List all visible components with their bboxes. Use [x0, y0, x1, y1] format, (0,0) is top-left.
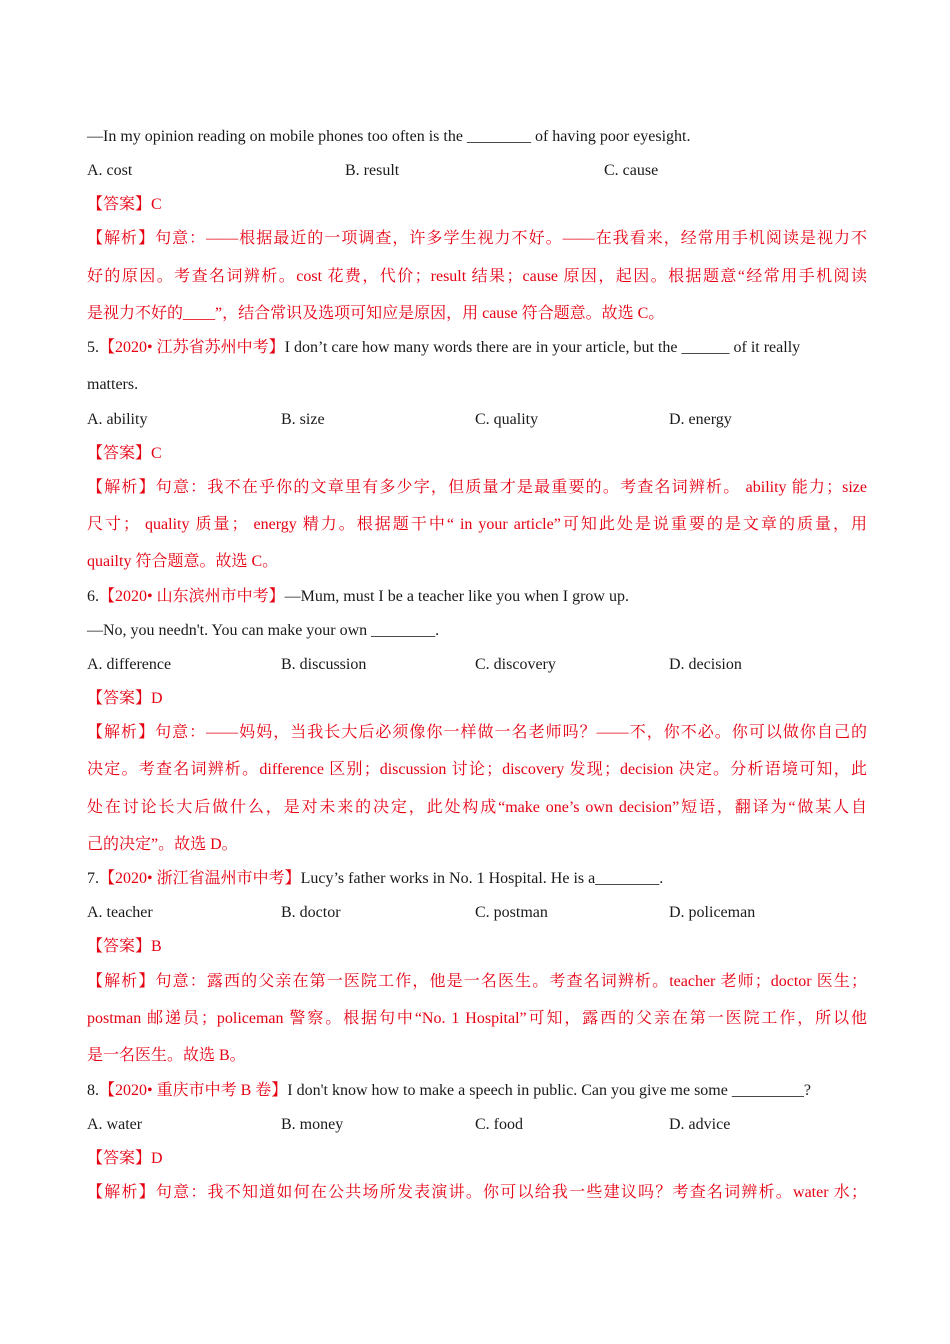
q6-option-c: C. discovery	[475, 656, 556, 673]
q4-option-c: C. cause	[604, 162, 659, 179]
q8-stem-text: I don't know how to make a speech in public. Can you give me some _________?	[287, 1082, 811, 1099]
q4-analysis-line-3: 是视力不好的____”，结合常识及选项可知应是原因，用 cause 符合题意。故选 C。	[87, 305, 665, 322]
q6-analysis-line-3: 处在讨论长大后做什么，是对未来的决定，此处构成“make one’s own decision”短语，翻译为“做某人自	[87, 799, 867, 816]
q5-number: 5.	[87, 339, 99, 356]
q6-analysis-line-4: 己的决定”。故选 D。	[87, 836, 238, 853]
q6-option-d: D. decision	[669, 656, 742, 673]
q7-option-c: C. postman	[475, 904, 548, 921]
q7-analysis-line-3: 是一名医生。故选 B。	[87, 1047, 246, 1064]
q4-option-a: A. cost	[87, 162, 133, 179]
q7-source: 【2020• 浙江省温州市中考】	[99, 870, 301, 887]
q5-analysis-line-1: 【解析】句意：我不在乎你的文章里有多少字，但质量才是最重要的。考查名词辨析。 ability 能力；size	[87, 479, 867, 496]
q5-stem	[87, 338, 867, 358]
q8-number: 8.	[87, 1082, 99, 1099]
q4-answer: 【答案】C	[87, 196, 162, 213]
q8-option-b: B. money	[281, 1116, 344, 1133]
q4-analysis-line-1: 【解析】句意：——根据最近的一项调查，许多学生视力不好。——在我看来，经常用手机阅读是视力不	[87, 230, 867, 247]
q8-option-a: A. water	[87, 1116, 143, 1133]
q4-analysis-line-2: 好的原因。考查名词辨析。cost 花费，代价；result 结果；cause 原因，起因。根据题意“经常用手机阅读	[87, 268, 867, 285]
q6-stem	[87, 587, 867, 607]
q6-number: 6.	[87, 588, 99, 605]
q7-option-d: D. policeman	[669, 904, 756, 921]
q6-analysis-line-1: 【解析】句意：——妈妈，当我长大后必须像你一样做一名老师吗？——不，你不必。你可以做你自己的	[87, 724, 867, 741]
q5-stem-continued: matters.	[87, 376, 139, 393]
q7-answer: 【答案】B	[87, 938, 162, 955]
q5-option-a: A. ability	[87, 411, 148, 428]
q6-option-b: B. discussion	[281, 656, 367, 673]
q5-option-c: C. quality	[475, 411, 539, 428]
q4-stem: —In my opinion reading on mobile phones too often is the ________ of having poor eyesight.	[87, 128, 691, 145]
q5-stem-text: I don’t care how many words there are in your article, but the ______ of it really	[284, 339, 801, 356]
q6-stem-continued: —No, you needn't. You can make your own ________.	[87, 622, 440, 639]
q7-option-b: B. doctor	[281, 904, 341, 921]
q7-analysis-line-1: 【解析】句意：露西的父亲在第一医院工作，他是一名医生。考查名词辨析。teacher 老师；doctor 医生；	[87, 973, 867, 990]
q8-stem	[87, 1081, 867, 1101]
q7-option-a: A. teacher	[87, 904, 153, 921]
q8-source: 【2020• 重庆市中考 B 卷】	[99, 1082, 288, 1099]
q5-option-d: D. energy	[669, 411, 732, 428]
q6-option-a: A. difference	[87, 656, 172, 673]
q5-answer: 【答案】C	[87, 445, 162, 462]
q7-stem-text: Lucy’s father works in No. 1 Hospital. He is a________.	[300, 870, 664, 887]
q8-answer: 【答案】D	[87, 1150, 163, 1167]
q5-analysis-line-3: quailty 符合题意。故选 C。	[87, 553, 279, 570]
q6-stem-text: —Mum, must I be a teacher like you when I grow up.	[284, 588, 629, 605]
q7-number: 7.	[87, 870, 99, 887]
q7-stem	[87, 869, 867, 889]
q5-option-b: B. size	[281, 411, 325, 428]
q6-analysis-line-2: 决定。考查名词辨析。difference 区别；discussion 讨论；discovery 发现；decision 决定。分析语境可知，此	[87, 761, 867, 778]
q5-analysis-line-2: 尺寸； quality 质量； energy 精力。根据题干中“ in your article”可知此处是说重要的是文章的质量，用	[87, 516, 867, 533]
q6-source: 【2020• 山东滨州市中考】	[99, 588, 285, 605]
q8-option-d: D. advice	[669, 1116, 731, 1133]
q6-answer: 【答案】D	[87, 690, 163, 707]
q4-option-b: B. result	[345, 162, 400, 179]
q8-analysis-line-1: 【解析】句意：我不知道如何在公共场所发表演讲。你可以给我一些建议吗？考查名词辨析。water 水；	[87, 1184, 867, 1201]
q7-analysis-line-2: postman 邮递员；policeman 警察。根据句中“No. 1 Hospital”可知，露西的父亲在第一医院工作，所以他	[87, 1010, 867, 1027]
q5-source: 【2020• 江苏省苏州中考】	[99, 339, 285, 356]
q8-option-c: C. food	[475, 1116, 523, 1133]
